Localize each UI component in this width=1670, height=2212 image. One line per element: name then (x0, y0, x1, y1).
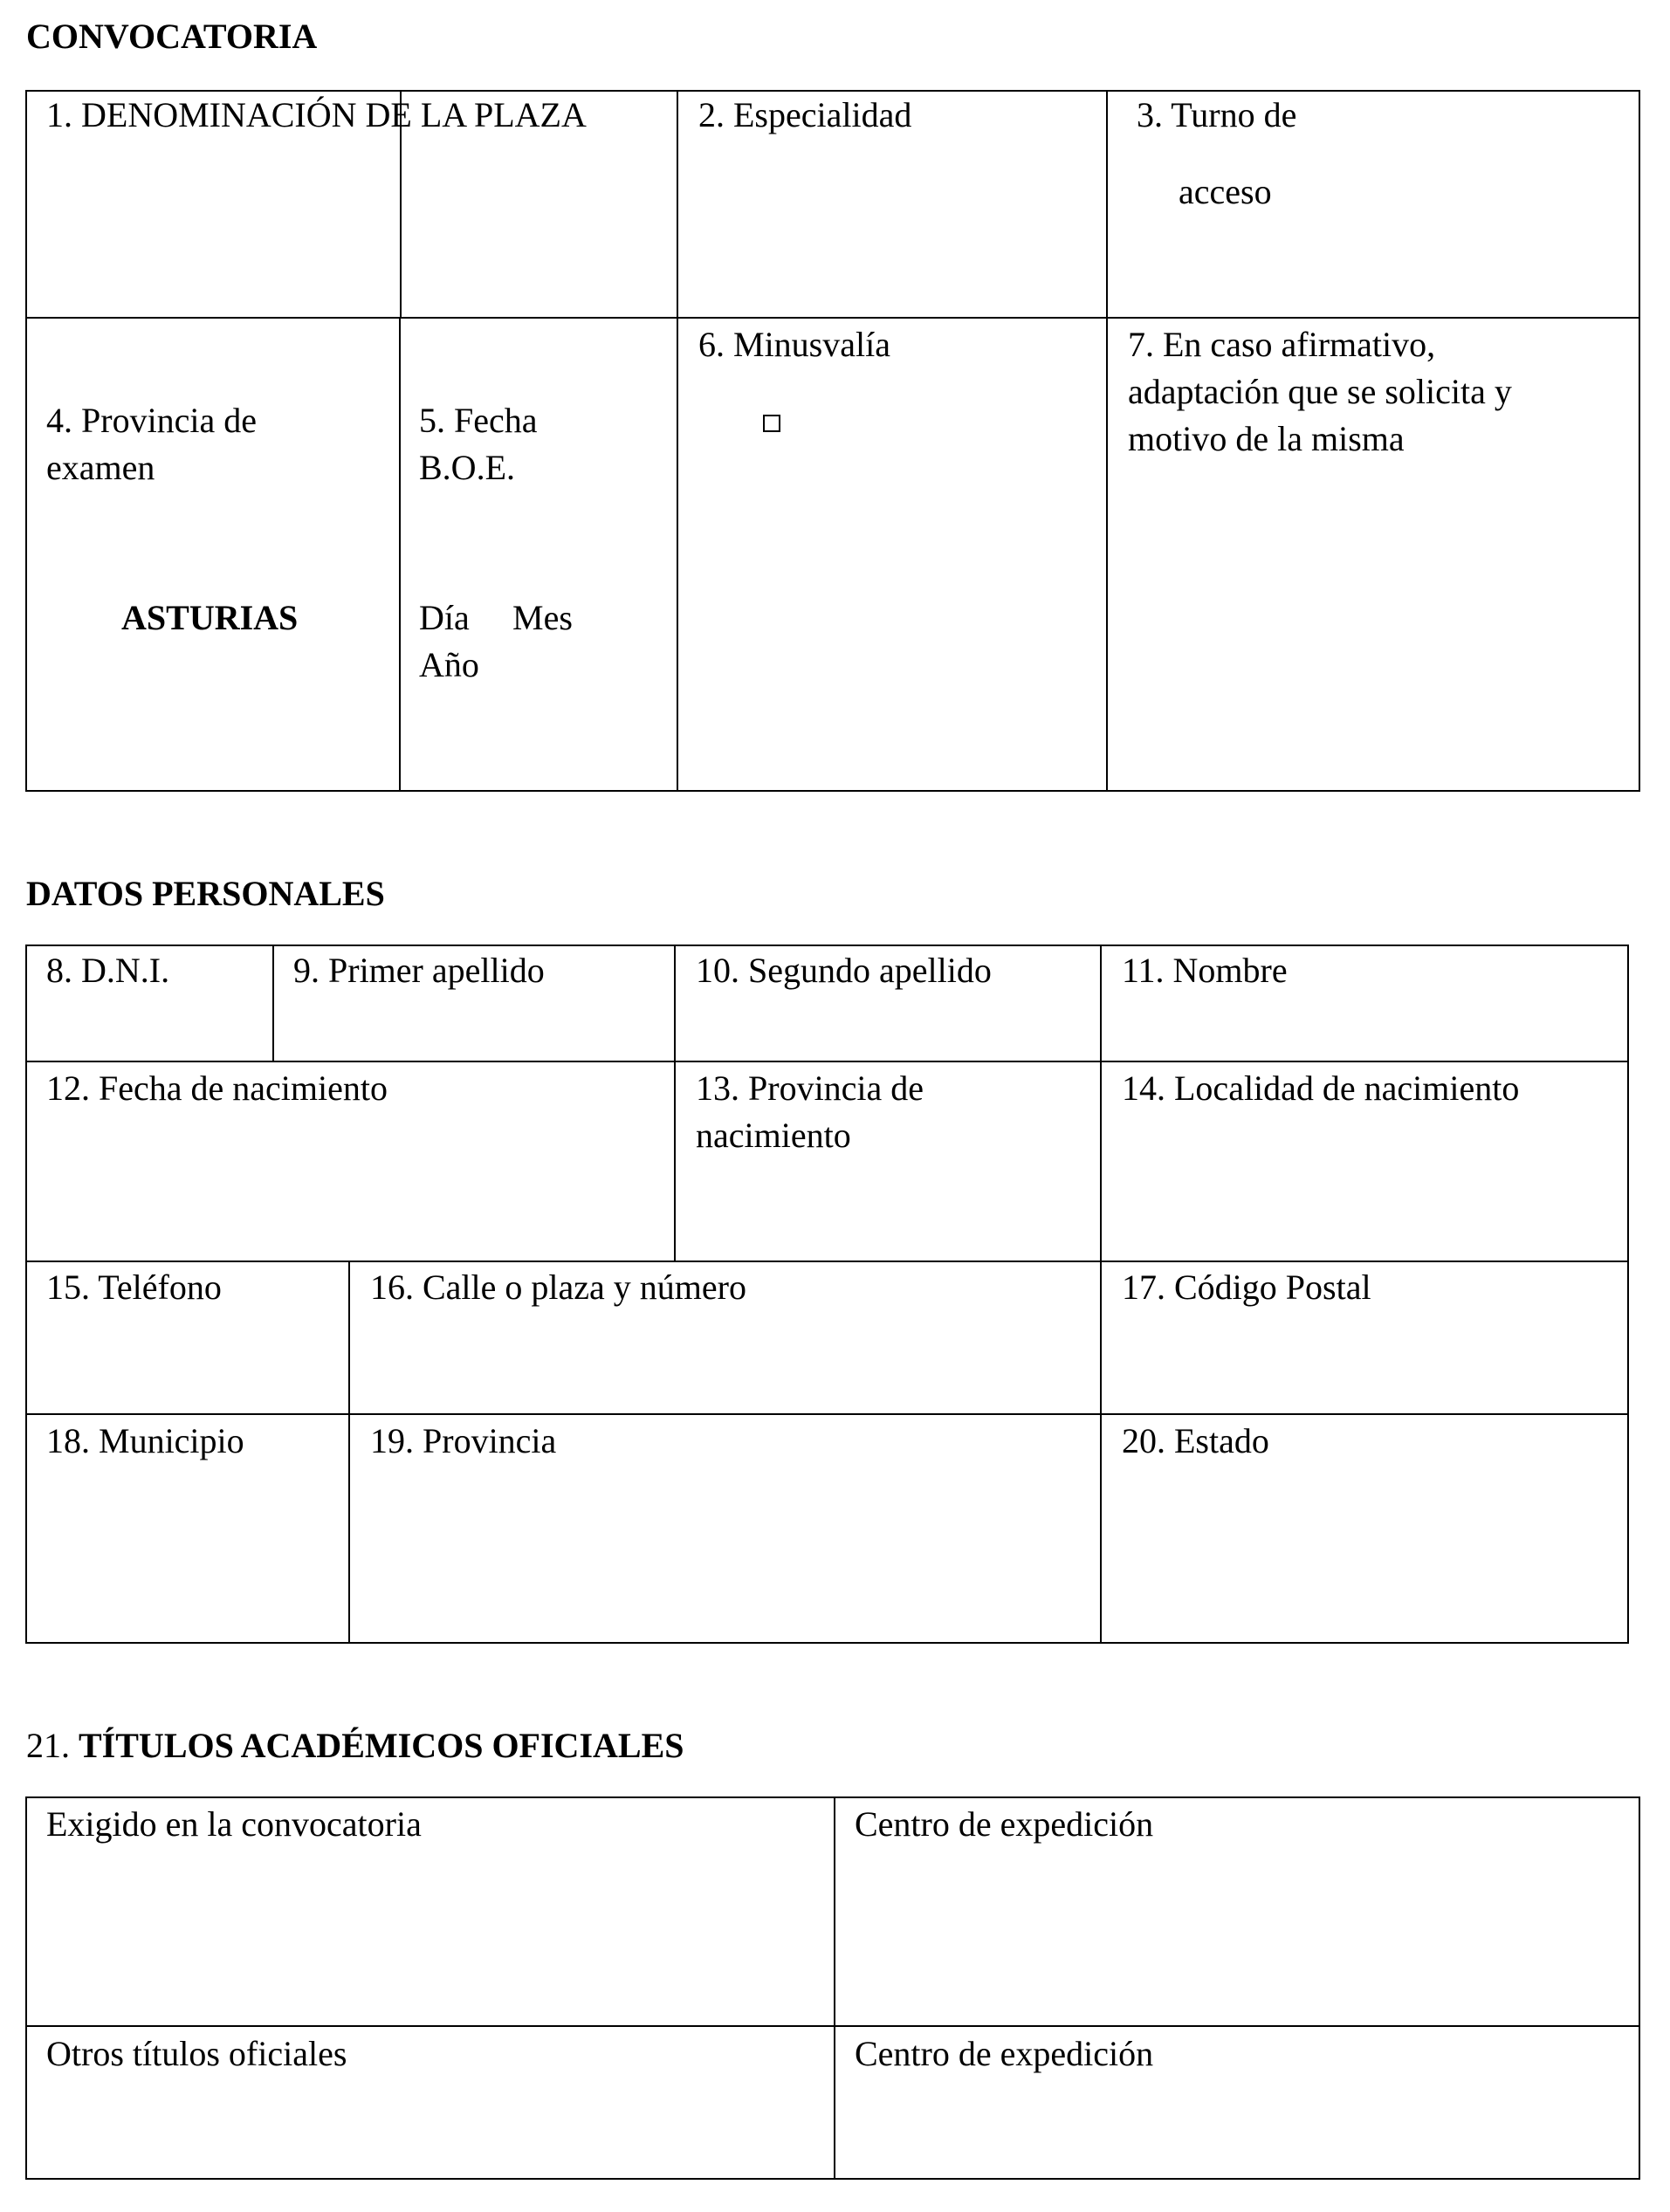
section-number: 21. (26, 1726, 70, 1765)
minusvalia-checkbox[interactable] (763, 415, 780, 432)
label-estado: 20. Estado (1122, 1421, 1269, 1460)
label-acceso: acceso (1179, 172, 1272, 211)
label-provincia: 4. Provincia de (46, 401, 258, 440)
provincia-value: ASTURIAS (121, 598, 299, 637)
label-otros: Otros títulos oficiales (46, 2034, 347, 2073)
label-examen: examen (46, 448, 155, 487)
section-title-datos-personales: DATOS PERSONALES (26, 874, 385, 913)
label-segundo-apellido: 10. Segundo apellido (696, 951, 992, 990)
label-municipio: 18. Municipio (46, 1421, 244, 1460)
section-title-titulos (26, 1725, 684, 1766)
section-title-convocatoria: CONVOCATORIA (26, 17, 318, 56)
label-boe: B.O.E. (419, 448, 515, 487)
label-provincia-nacimiento-1: 13. Provincia de (696, 1068, 924, 1108)
label-exigido: Exigido en la convocatoria (46, 1804, 422, 1844)
section-title-text: TÍTULOS ACADÉMICOS OFICIALES (79, 1726, 684, 1765)
label-codigo-postal: 17. Código Postal (1122, 1267, 1371, 1307)
label-adaptacion-1: 7. En caso afirmativo, (1128, 325, 1436, 364)
label-telefono: 15. Teléfono (46, 1267, 222, 1307)
label-localidad-nacimiento: 14. Localidad de nacimiento (1122, 1068, 1520, 1108)
label-adaptacion-3: motivo de la misma (1128, 419, 1405, 458)
label-provincia: 19. Provincia (370, 1421, 557, 1460)
label-fecha-nacimiento: 12. Fecha de nacimiento (46, 1068, 388, 1108)
label-dia: Día (419, 598, 470, 637)
label-calle: 16. Calle o plaza y número (370, 1267, 746, 1307)
label-especialidad: 2. Especialidad (698, 95, 912, 134)
label-denominacion: 1. DENOMINACIÓN DE LA PLAZA (46, 95, 587, 134)
label-minusvalia: 6. Minusvalía (698, 325, 890, 364)
label-primer-apellido: 9. Primer apellido (293, 951, 545, 990)
label-fecha: 5. Fecha (419, 401, 538, 440)
label-dni: 8. D.N.I. (46, 951, 170, 990)
label-centro-2: Centro de expedición (855, 2034, 1154, 2073)
label-ano: Año (419, 645, 479, 684)
label-turno: 3. Turno de (1137, 95, 1297, 134)
label-adaptacion-2: adaptación que se solicita y (1128, 372, 1512, 411)
field-minusvalia[interactable] (677, 317, 1108, 792)
label-provincia-nacimiento-2: nacimiento (696, 1116, 851, 1155)
field-fecha-boe[interactable] (399, 317, 678, 792)
label-centro-1: Centro de expedición (855, 1804, 1154, 1844)
label-nombre: 11. Nombre (1122, 951, 1288, 990)
field-provincia-examen[interactable] (25, 317, 401, 792)
label-mes: Mes (512, 598, 573, 637)
